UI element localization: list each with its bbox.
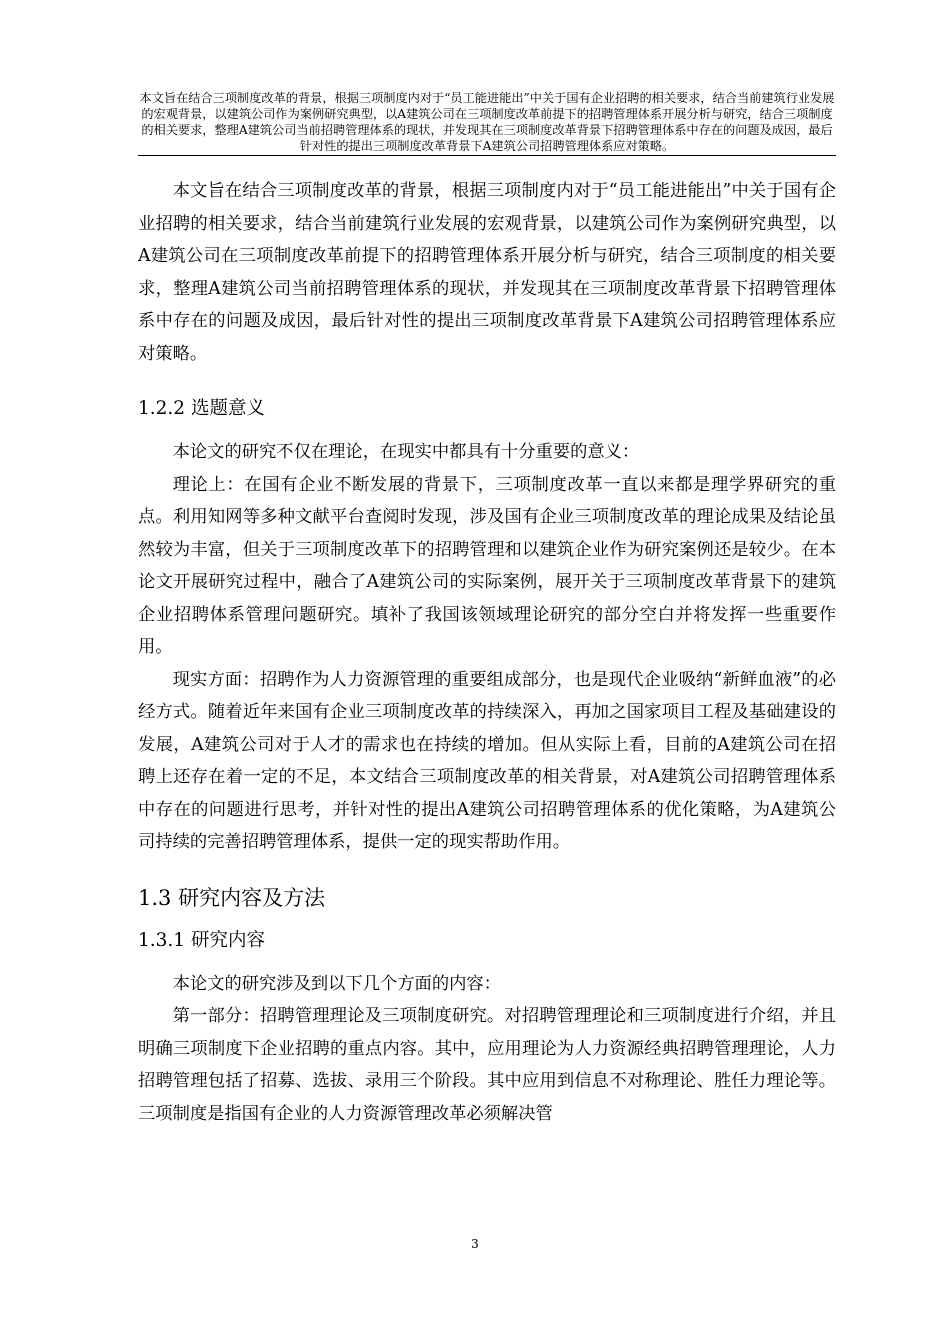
practice-paragraph: 现实方面：招聘作为人力资源管理的重要组成部分，也是现代企业吸纳“新鲜血液”的必经方式。随着近年来国有企业三项制度改革的持续深入，再加之国家项目工程及基础建设的发展，A建筑公司对于人才的需求也在持续的增加。但从实际上看，目前的A建筑公司在招聘上还存在着一定的不足，本文结合三项制度改革的相关背景，对A建筑公司招聘管理体系中存在的问题进行思考，并针对性的提出A建筑公司招聘管理体系的优化策略，为A建筑公司持续的完善招聘管理体系，提供一定的现实帮助作用。 bbox=[138, 669, 836, 852]
page-number: 3 bbox=[471, 1237, 479, 1251]
heading-1-3: 1.3 研究内容及方法 bbox=[138, 885, 326, 910]
intro-paragraph: 本文旨在结合三项制度改革的背景，根据三项制度内对于“员工能进能出”中关于国有企业招聘的相关要求，结合当前建筑行业发展的宏观背景，以建筑公司作为案例研究典型，以A建筑公司在三项制度改革前提下的招聘管理体系开展分析与研究，结合三项制度的相关要求，整理A建筑公司当前招聘管理体系的现状，并发现其在三项制度改革背景下招聘管理体系中存在的问题及成因，最后针对性的提出三项制度改革背景下A建筑公司招聘管理体系应对策略。 bbox=[138, 181, 836, 364]
running-header: 本文旨在结合三项制度改革的背景，根据三项制度内对于“员工能进能出”中关于国有企业招聘的相关要求，结合当前建筑行业发展的宏观背景，以建筑公司作为案例研究典型，以A建筑公司在三项制度改革前提下的招聘管理体系开展分析与研究，结合三项制度的相关要求，整理A建筑公司当前招聘管理体系的现状，并发现其在三项制度改革背景下招聘管理体系中存在的问题及成因，最后针对性的提出三项制度改革背景下A建筑公司招聘管理体系应对策略。 bbox=[138, 90, 836, 156]
heading-1-3-1: 1.3.1 研究内容 bbox=[138, 929, 265, 951]
content-intro-paragraph: 本论文的研究涉及到以下几个方面的内容： bbox=[172, 973, 501, 994]
heading-1-2-2: 1.2.2 选题意义 bbox=[138, 398, 265, 419]
significance-intro-paragraph: 本论文的研究不仅在理论，在现实中都具有十分重要的意义： bbox=[172, 442, 640, 462]
part-one-paragraph: 第一部分：招聘管理理论及三项制度研究。对招聘管理理论和三项制度进行介绍，并且明确三项制度下企业招聘的重点内容。其中，应用理论为人力资源经典招聘管理理论，人力招聘管理包括了招募、选拔、录用三个阶段。其中应用到信息不对称理论、胜任力理论等。三项制度是指国有企业的人力资源管理改革必须解决管 bbox=[138, 1006, 836, 1124]
page-content bbox=[138, 175, 836, 1130]
theory-paragraph: 理论上：在国有企业不断发展的背景下，三项制度改革一直以来都是理学界研究的重点。利用知网等多种文献平台查阅时发现，涉及国有企业三项制度改革的理论成果及结论虽然较为丰富，但关于三项制度改革下的招聘管理和以建筑企业作为研究案例还是较少。在本论文开展研究过程中，融合了A建筑公司的实际案例，展开关于三项制度改革背景下的建筑企业招聘体系管理问题研究。填补了我国该领域理论研究的部分空白并将发挥一些重要作用。 bbox=[138, 474, 836, 657]
